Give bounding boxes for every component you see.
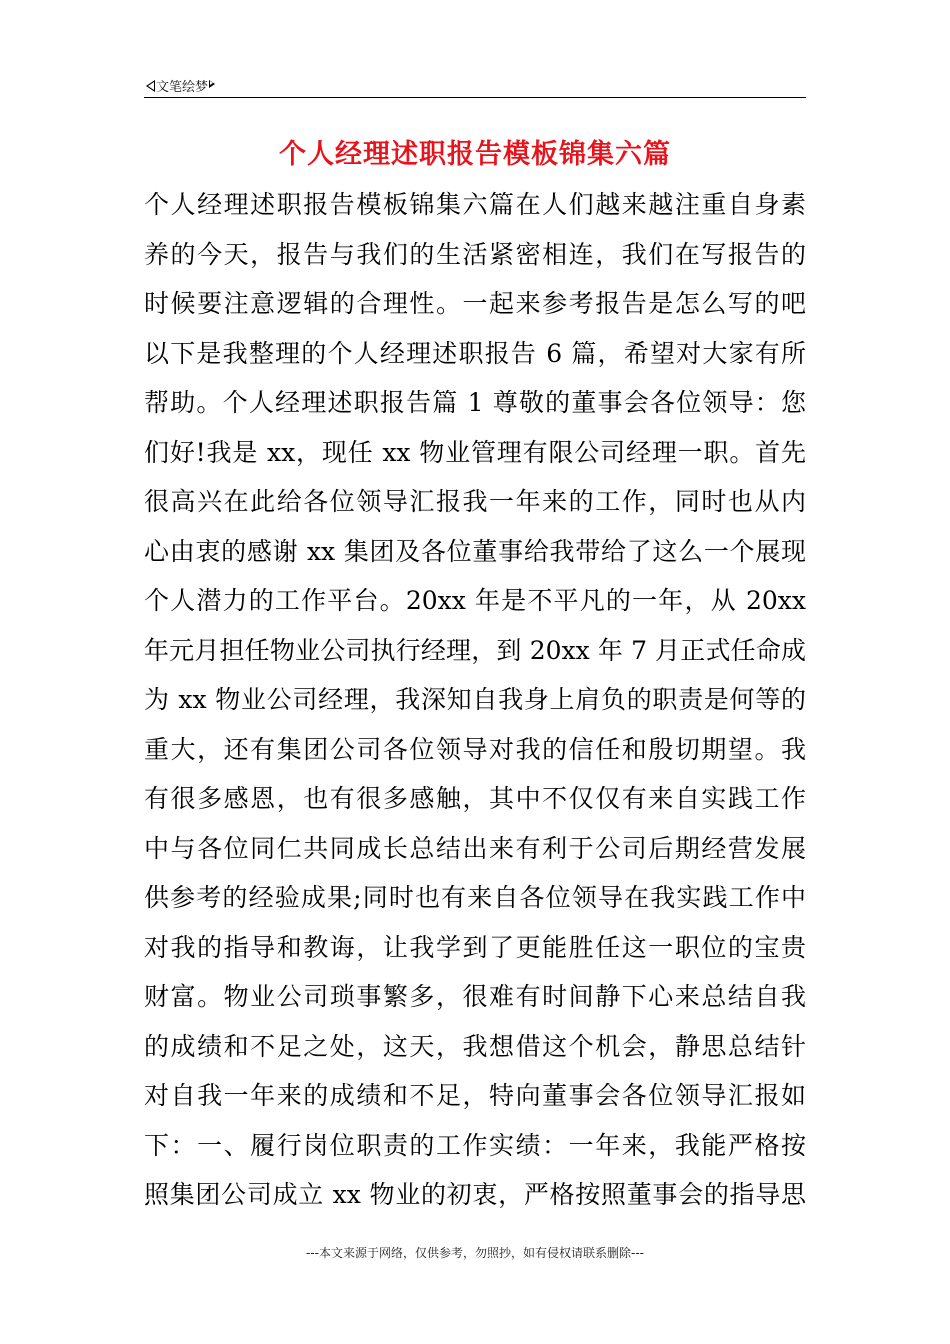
header-brand [146, 76, 215, 95]
body-line: 下：一、履行岗位职责的工作实绩：一年来，我能严格按 [144, 1130, 806, 1160]
body-line: 供参考的经验成果;同时也有来自各位领导在我实践工作中 [144, 883, 806, 912]
left-triangle-icon [146, 80, 155, 92]
body-line: 的成绩和不足之处，这天，我想借这个机会，静思总结针 [144, 1031, 806, 1061]
body-line: 有很多感恩，也有很多感触，其中不仅仅有来自实践工作 [144, 784, 806, 813]
body-line: 年元月担任物业公司执行经理，到 20xx 年 7 月正式任命成 [144, 635, 806, 665]
footer-disclaimer: ---本文来源于网络，仅供参考，勿照抄，如有侵权请联系删除--- [306, 1246, 644, 1260]
document-title: 个人经理述职报告模板锦集六篇 [279, 139, 671, 170]
body-line: 照集团公司成立 xx 物业的初衷，严格按照董事会的指导思 [144, 1180, 806, 1209]
body-line: 财富。物业公司琐事繁多，很难有时间静下心来总结自我 [144, 982, 806, 1011]
body-line: 为 xx 物业公司经理，我深知自我身上肩负的职责是何等的 [144, 685, 806, 714]
body-line: 心由衷的感谢 xx 集团及各位董事给我带给了这么一个展现 [144, 536, 806, 566]
body-line: 时候要注意逻辑的合理性。一起来参考报告是怎么写的吧 [144, 289, 806, 318]
right-triangle-icon [209, 80, 215, 88]
header-brand-label: 文笔绘梦 [156, 80, 209, 95]
body-line: 对我的指导和教诲，让我学到了更能胜任这一职位的宝贵 [144, 932, 806, 962]
document-body [144, 180, 806, 1220]
body-line: 养的今天，报告与我们的生活紧密相连，我们在写报告的 [144, 239, 806, 269]
header-divider [144, 97, 806, 98]
body-line: 个人经理述职报告模板锦集六篇在人们越来越注重自身素 [144, 190, 806, 219]
body-line: 们好!我是 xx，现任 xx 物业管理有限公司经理一职。首先 [144, 437, 806, 467]
body-line: 以下是我整理的个人经理述职报告 6 篇，希望对大家有所 [144, 338, 806, 368]
body-line: 帮助。个人经理述职报告篇 1 尊敬的董事会各位领导：您 [144, 388, 806, 417]
body-line: 重大，还有集团公司各位领导对我的信任和殷切期望。我 [144, 734, 806, 764]
body-line: 对自我一年来的成绩和不足，特向董事会各位领导汇报如 [144, 1081, 806, 1110]
body-line: 很高兴在此给各位领导汇报我一年来的工作，同时也从内 [144, 487, 806, 516]
body-line: 个人潜力的工作平台。20xx 年是不平凡的一年，从 20xx [144, 586, 806, 615]
body-line: 中与各位同仁共同成长总结出来有利于公司后期经营发展 [144, 833, 806, 863]
